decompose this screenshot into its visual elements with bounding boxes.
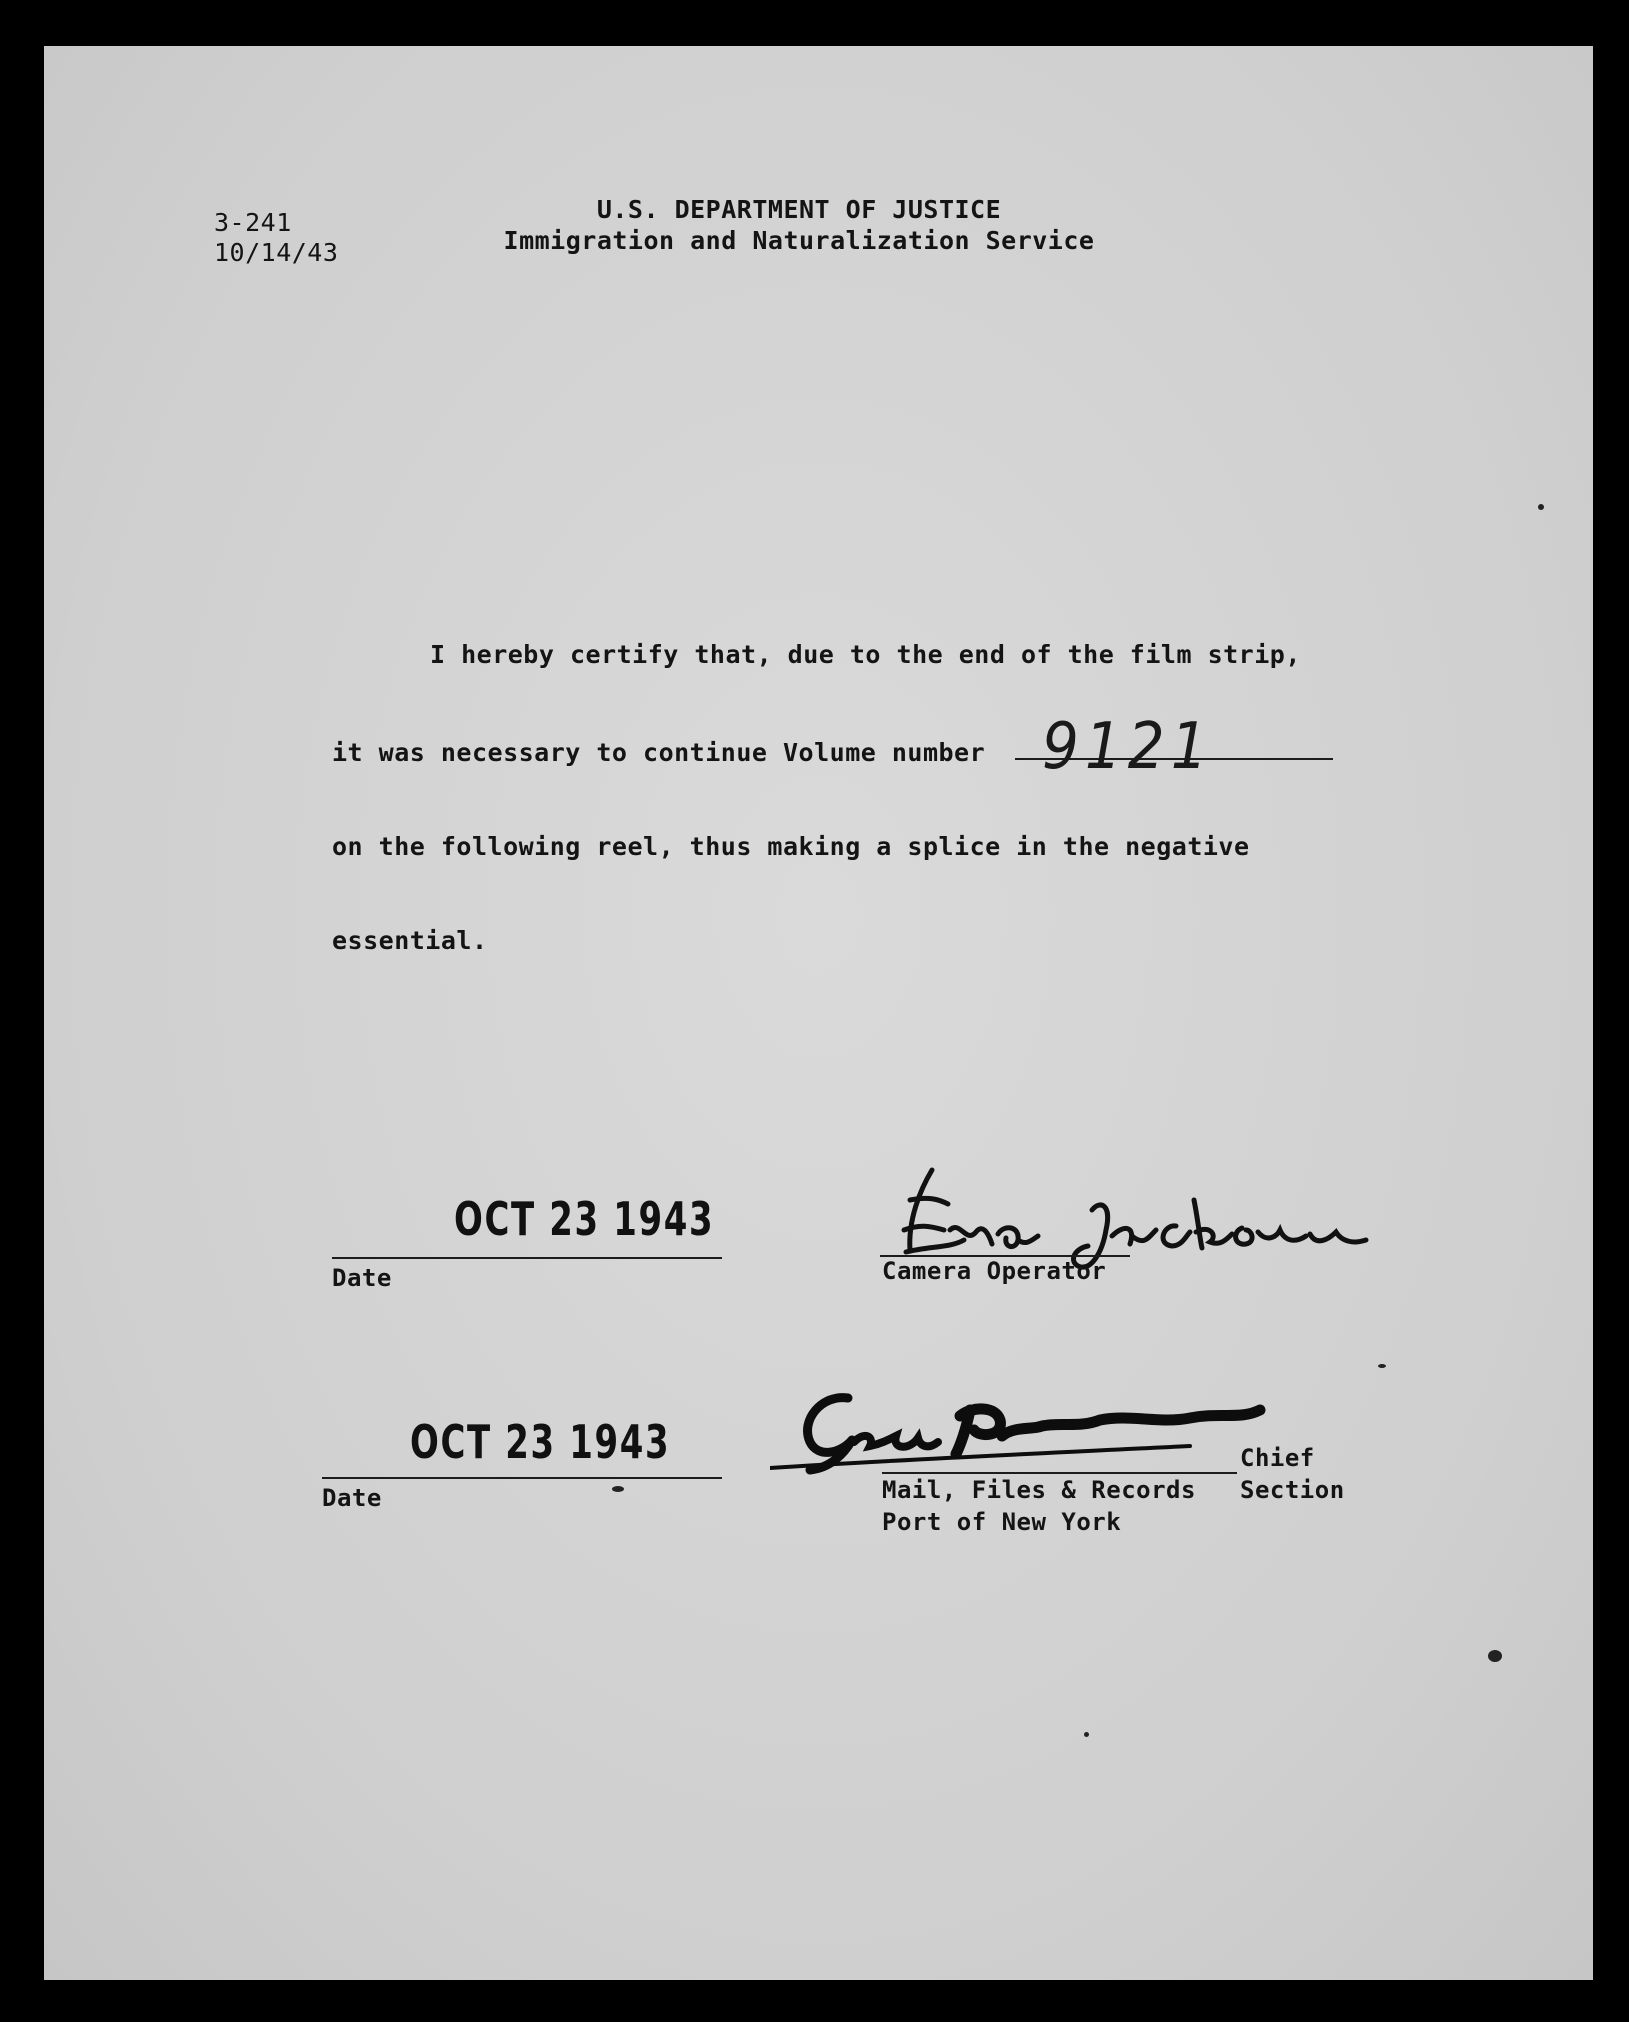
scan-speck: [612, 1486, 624, 1492]
camera-operator-label: Camera Operator: [882, 1257, 1107, 1285]
body-line-4: essential.: [332, 926, 488, 955]
camera-date-underline: [332, 1257, 722, 1259]
chief-date-stamp: OCT 23 1943: [410, 1415, 671, 1469]
chief-date-label: Date: [322, 1484, 382, 1512]
camera-date-label: Date: [332, 1264, 392, 1292]
document-sheet: [44, 46, 1593, 1980]
chief-label: Chief: [1240, 1444, 1315, 1472]
department-heading: U.S. DEPARTMENT OF JUSTICE: [596, 195, 1002, 224]
section-label: Section: [1240, 1476, 1345, 1504]
location-line: Port of New York: [882, 1508, 1122, 1536]
body-line-2: it was necessary to continue Volume number: [332, 738, 986, 767]
chief-date-underline: [322, 1477, 722, 1479]
service-heading: Immigration and Naturalization Service: [503, 226, 1095, 255]
scan-speck: [1084, 1732, 1089, 1737]
form-code: 3-241: [214, 208, 292, 237]
form-date: 10/14/43: [214, 238, 339, 267]
camera-date-stamp: OCT 23 1943: [454, 1192, 715, 1246]
volume-number: 9121: [1042, 708, 1214, 784]
chief-signature-underline: [882, 1472, 1237, 1474]
body-line-3: on the following reel, thus making a splice in the negative: [332, 832, 1250, 861]
scan-speck: [1488, 1650, 1502, 1662]
scan-speck: [1378, 1364, 1386, 1368]
dept-line: Mail, Files & Records: [882, 1476, 1196, 1504]
scan-speck: [1538, 504, 1544, 510]
body-line-1: I hereby certify that, due to the end of the film strip,: [430, 640, 1301, 669]
